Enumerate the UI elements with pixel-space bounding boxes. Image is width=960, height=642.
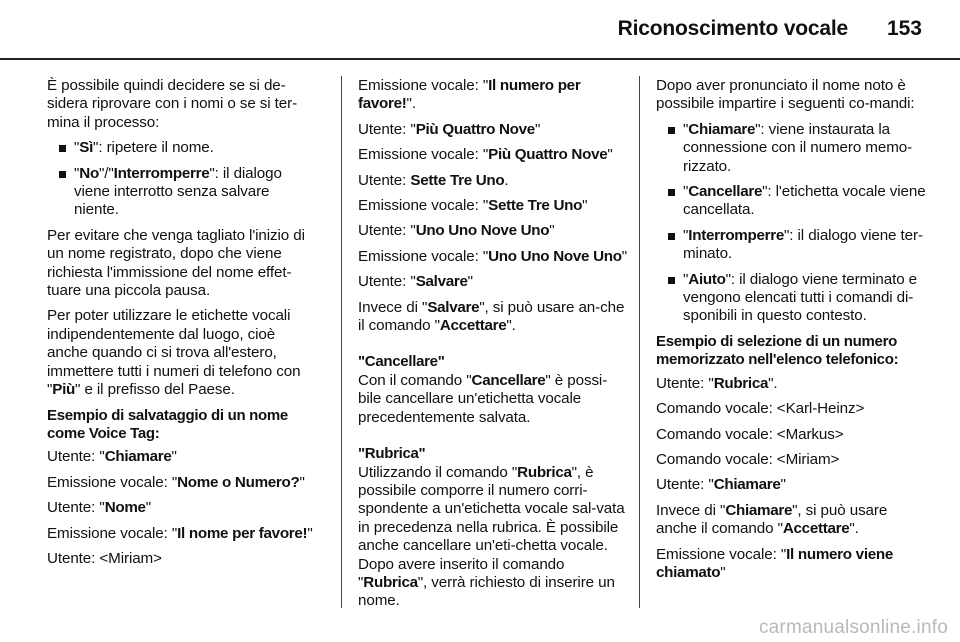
dialog-line: Utente: "Nome" bbox=[47, 499, 151, 517]
page-title: Riconoscimento vocale bbox=[617, 17, 848, 40]
paragraph: Utilizzando il comando "Rubrica", è possibile comporre il numero corri-spondente a un'etichetta vocale sal-vata in precedenza nella rubrica. È possibile anche cancellare un'eti-chetta vocale. Dopo avere inserito il comando "Rubrica", verrà richiesto di inserire un nome. bbox=[358, 463, 625, 610]
section-heading: Esempio di selezione di un numero memorizzato nell'elenco telefonico: bbox=[656, 332, 899, 369]
paragraph: Per poter utilizzare le etichette vocali indipendentemente dal luogo, cioè anche quando ci si trova all'estero, immettere tutti i numeri di telefono con "Più" e il prefisso del Paese. bbox=[47, 307, 301, 399]
paragraph: È possibile quindi decidere se si de-sidera riprovare con i nomi o se si ter-mina il processo: bbox=[47, 77, 298, 131]
dialog-line: Emissione vocale: "Il numero viene chiamato" bbox=[656, 545, 894, 581]
paragraph: Invece di "Chiamare", si può usare anche il comando "Accettare". bbox=[656, 501, 888, 538]
column-3 bbox=[656, 77, 928, 589]
bullet-icon bbox=[59, 171, 66, 178]
dialog-line: Utente: "Più Quattro Nove" bbox=[358, 120, 541, 138]
bullet-icon bbox=[668, 189, 675, 196]
section-heading: "Rubrica" bbox=[358, 445, 426, 463]
page-number: 153 bbox=[886, 17, 922, 40]
bullet-icon bbox=[59, 145, 66, 152]
paragraph: Dopo aver pronunciato il nome noto è possibile impartire i seguenti co-mandi: bbox=[656, 77, 915, 113]
header-divider bbox=[0, 58, 960, 60]
list-item: "No"/"Interromperre": il dialogo viene interrotto senza salvare niente. bbox=[47, 165, 317, 220]
paragraph: Per evitare che venga tagliato l'inizio di un nome registrato, dopo che viene richiesta l'immissione del nome effet-tuare una piccola pausa. bbox=[47, 226, 305, 300]
paragraph: Con il comando "Cancellare" è possi-bile cancellare un'etichetta vocale precedentemente salvata. bbox=[358, 371, 608, 426]
list-item: "Aiuto": il dialogo viene terminato e vengono elencati tutti i comandi di-sponibili in questo contesto. bbox=[656, 271, 928, 326]
section-heading: "Cancellare" bbox=[358, 353, 445, 371]
dialog-line: Comando vocale: <Miriam> bbox=[656, 450, 840, 468]
section-heading: Esempio di salvataggio di un nome come Voice Tag: bbox=[47, 406, 288, 442]
column-divider-2 bbox=[639, 76, 640, 608]
list-item: "Sì": ripetere il nome. bbox=[47, 139, 317, 157]
dialog-line: Utente: "Salvare" bbox=[358, 273, 473, 291]
list-item: "Chiamare": viene instaurata la connessione con il numero memo-rizzato. bbox=[656, 121, 928, 176]
footer-watermark: carmanualsonline.info bbox=[758, 617, 948, 638]
column-1 bbox=[47, 77, 317, 575]
bullet-icon bbox=[668, 127, 675, 134]
dialog-line: Comando vocale: <Karl-Heinz> bbox=[656, 400, 865, 418]
dialog-line: Utente: "Rubrica". bbox=[656, 374, 778, 392]
dialog-line: Emissione vocale: "Il nome per favore!" bbox=[47, 524, 313, 542]
dialog-line: Utente: Sette Tre Uno. bbox=[358, 171, 509, 189]
dialog-line: Emissione vocale: "Il numero per favore!". bbox=[358, 77, 581, 113]
dialog-line: Utente: "Uno Uno Nove Uno" bbox=[358, 222, 555, 240]
page-header bbox=[0, 0, 960, 62]
list-item: "Cancellare": l'etichetta vocale viene cancellata. bbox=[656, 183, 928, 220]
paragraph: Invece di "Salvare", si può usare an-che il comando "Accettare". bbox=[358, 298, 625, 335]
dialog-line: Emissione vocale: "Uno Uno Nove Uno" bbox=[358, 247, 627, 265]
column-divider-1 bbox=[341, 76, 342, 608]
column-2 bbox=[358, 77, 628, 618]
dialog-line: Comando vocale: <Markus> bbox=[656, 425, 844, 443]
dialog-line: Utente: "Chiamare" bbox=[47, 448, 177, 466]
dialog-line: Utente: "Chiamare" bbox=[656, 476, 786, 494]
bullet-icon bbox=[668, 277, 675, 284]
dialog-line: Emissione vocale: "Sette Tre Uno" bbox=[358, 197, 588, 215]
dialog-line: Emissione vocale: "Più Quattro Nove" bbox=[358, 146, 613, 164]
dialog-line: Emissione vocale: "Nome o Numero?" bbox=[47, 473, 305, 491]
bullet-icon bbox=[668, 233, 675, 240]
dialog-line: Utente: <Miriam> bbox=[47, 549, 162, 567]
list-item: "Interromperre": il dialogo viene ter-minato. bbox=[656, 227, 928, 264]
